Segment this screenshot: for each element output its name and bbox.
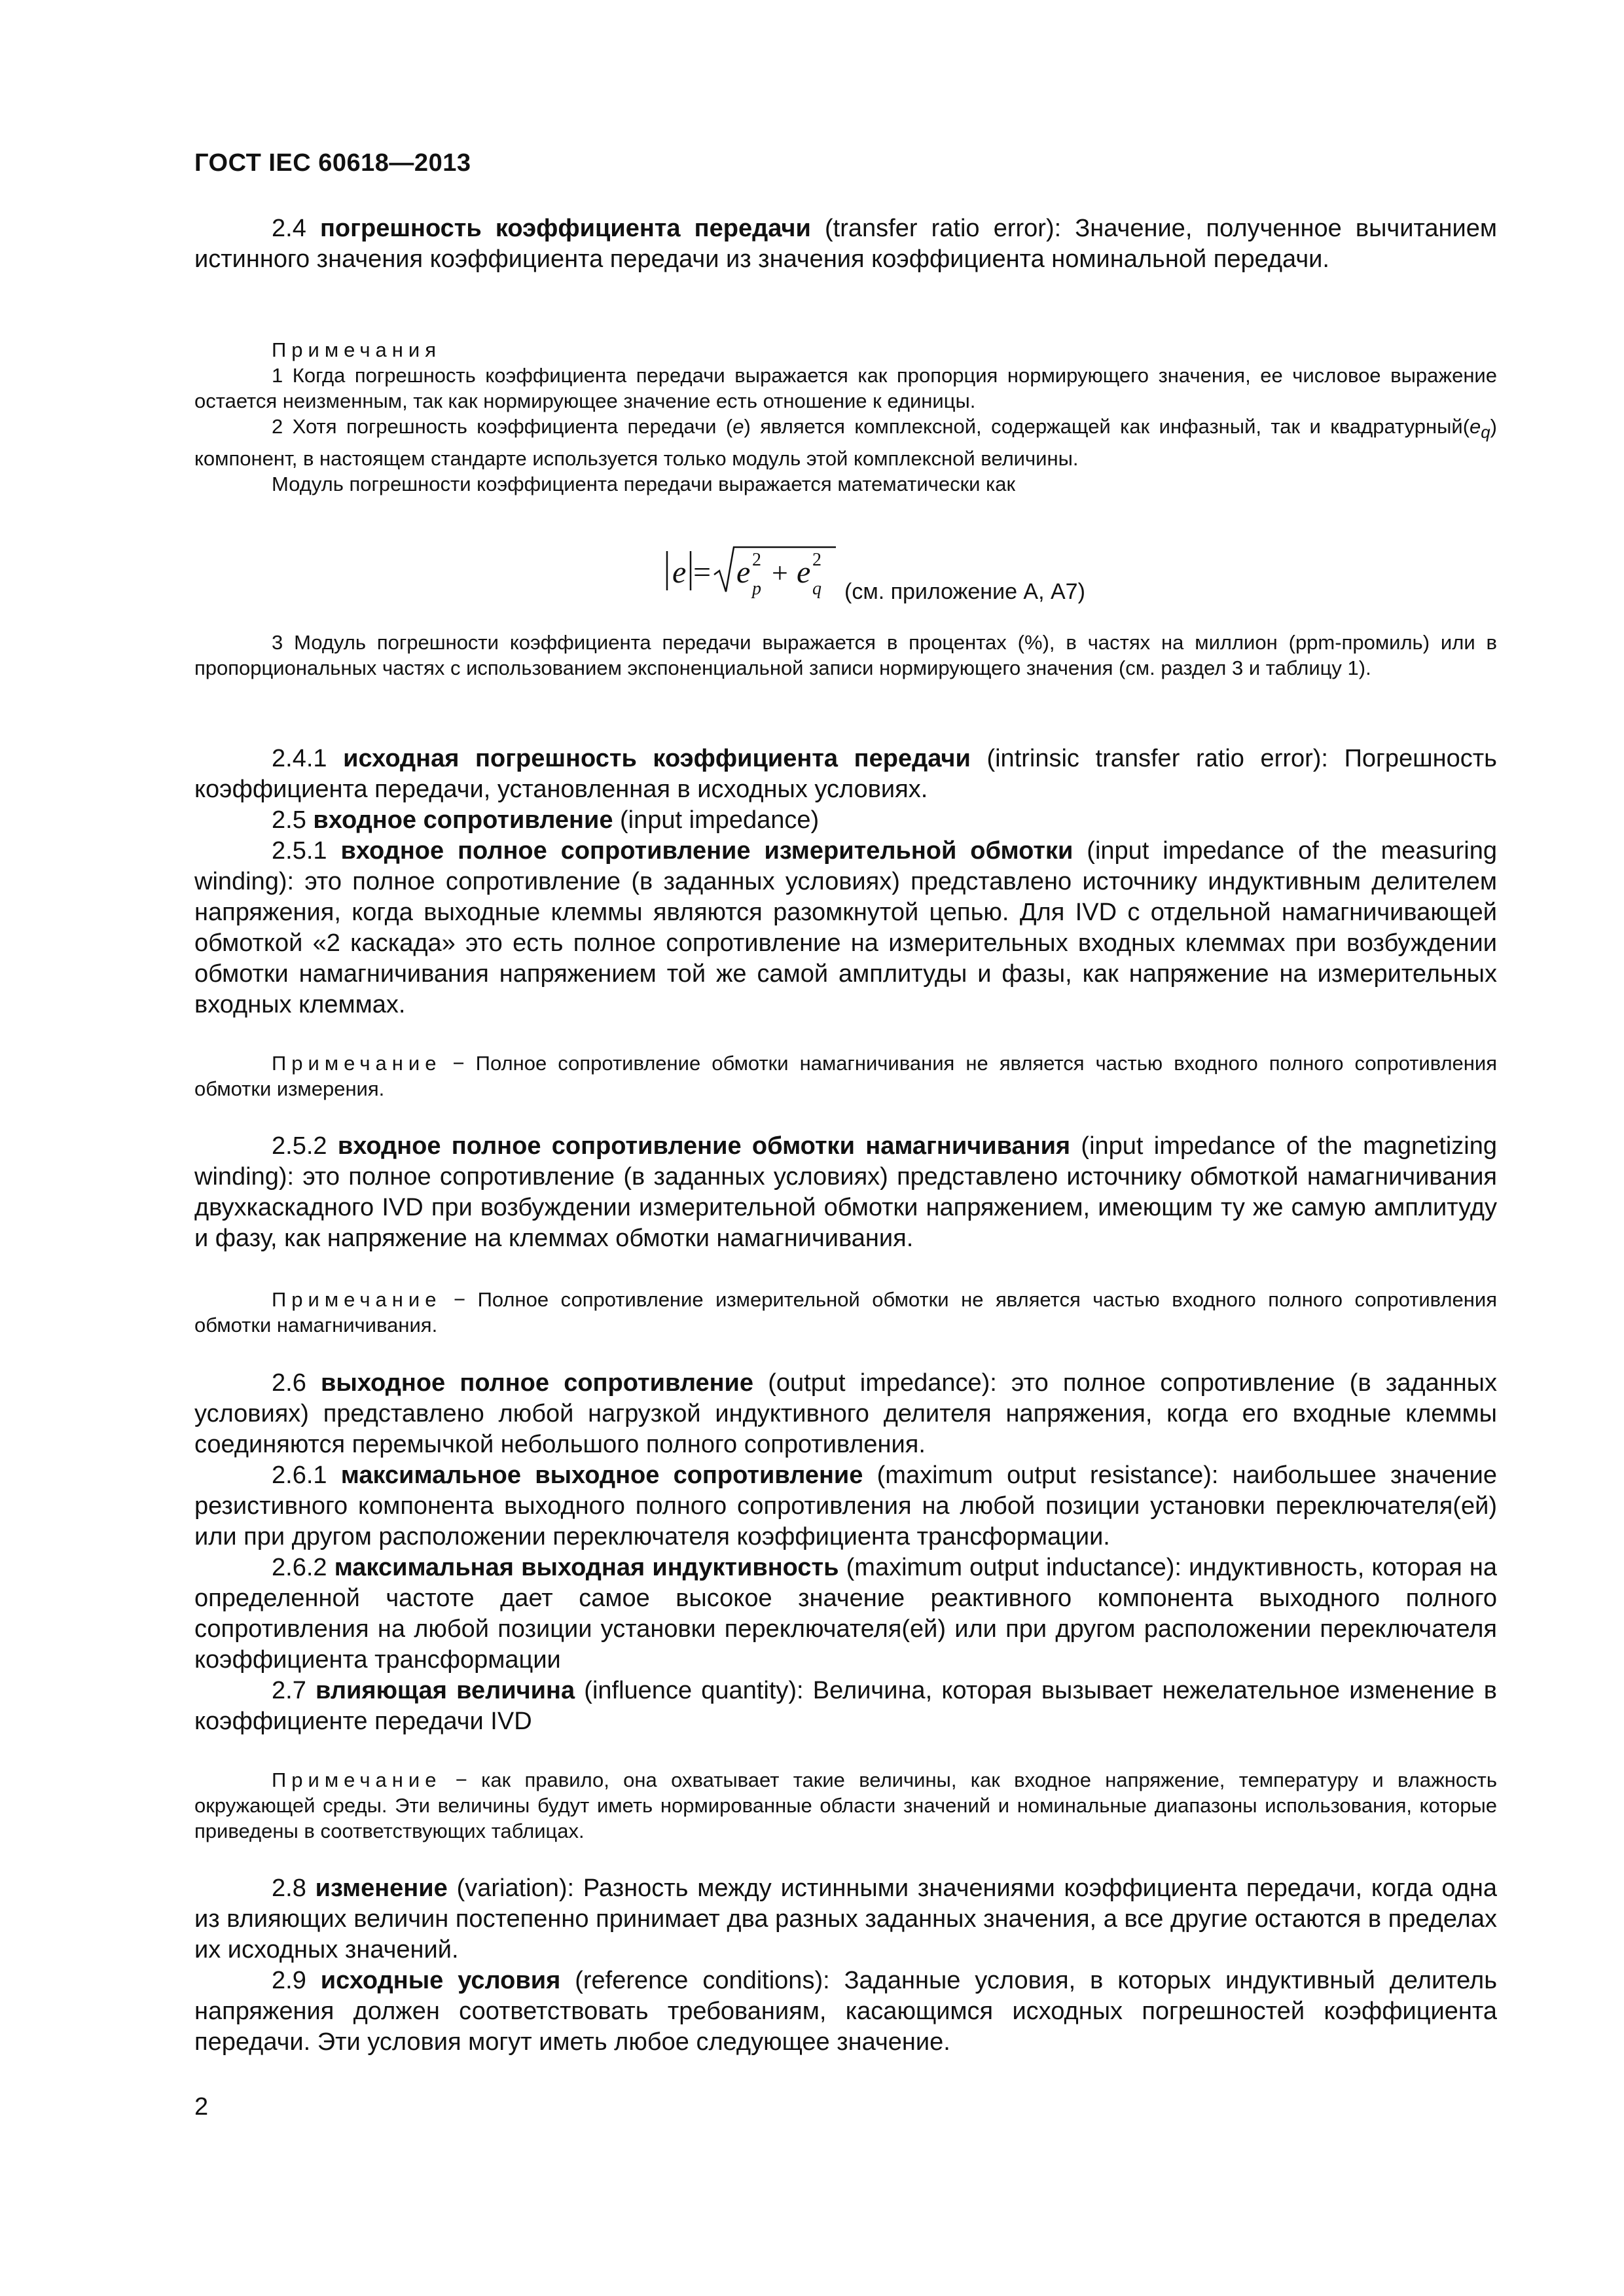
formula-eq-subscript: q bbox=[812, 579, 821, 599]
note-2-5-1 bbox=[194, 1050, 1497, 1102]
notes-heading: Примечания bbox=[272, 338, 441, 361]
clause-text: (reference conditions): Заданные условия, в которых индуктивный делитель напряжения должен соответствовать требованиям, касающимся исходных погрешностей коэффициента передачи. Эти условия могут иметь любое следующее значение. bbox=[194, 1967, 1497, 2056]
clause-2-5-2 bbox=[194, 1131, 1497, 1254]
clause-number: 2.8 bbox=[272, 1874, 316, 1902]
clause-number: 2.5 bbox=[272, 806, 314, 834]
clause-text: (input impedance) bbox=[613, 806, 820, 834]
clause-term: максимальная выходная индуктивность bbox=[334, 1554, 839, 1581]
note-2-modulus: Модуль погрешности коэффициента передачи выражается математически как bbox=[272, 473, 1016, 496]
note-text: − как правило, она охватывает такие величины, как входное напряжение, температуру и влажность окружающей среды. Эти величины будут иметь нормированные области значений и номинальные диапазоны использования, которые приведены в соответствующих таблицах. bbox=[194, 1768, 1497, 1842]
note-2-5-1-block bbox=[194, 1050, 1497, 1102]
clause-text: (transfer ratio error): Значение, полученное вычитанием истинного значения коэффициента передачи из значения коэффициента номинальной передачи. bbox=[194, 215, 1497, 273]
clause-text: (output impedance): это полное сопротивление (в заданных условиях) представлено любой нагрузкой индуктивного делителя напряжения, когда его входные клеммы соединяются перемычкой небольшого полного сопротивления. bbox=[194, 1369, 1497, 1458]
clauses-2-4-1-to-2-5-1 bbox=[194, 744, 1497, 1020]
clause-term: входное сопротивление bbox=[313, 806, 613, 834]
clause-term: исходные условия bbox=[320, 1967, 561, 1994]
note-label: Примечание bbox=[272, 1288, 442, 1311]
clause-number: 2.5.1 bbox=[272, 837, 341, 865]
note-2-text-c: ) компонент, в настоящем стандарте используется только модуль этой комплексной величины. bbox=[194, 415, 1497, 471]
clause-2-4 bbox=[194, 213, 1497, 275]
page-number: 2 bbox=[194, 2093, 209, 2121]
clauses-2-8-to-2-9 bbox=[194, 1873, 1497, 2058]
formula-plus: + bbox=[772, 557, 788, 589]
clause-text: (input impedance of the measuring winding): это полное сопротивление (в заданных условиях) представлено источнику индуктивным делителем напряжения, когда выходные клеммы являются разомкнутой цепью. Для IVD с отдельной намагничивающей обмоткой «2 каскада» это есть полное сопротивление на измерительных входных клеммах при возбуждении обмотки намагничивания напряжением той же самой амплитуды и фазы, как напряжение на измерительных входных клеммах. bbox=[194, 837, 1497, 1018]
note-label: Примечание bbox=[272, 1768, 442, 1791]
note-1: 1 Когда погрешность коэффициента передачи выражается как пропорция нормирующего значения, ее числовое выражение остается неизменным, так как нормирующее значение есть отношение к единицы. bbox=[194, 364, 1497, 412]
clause-2-7 bbox=[194, 1676, 1497, 1737]
clause-term: исходная погрешность коэффициента передачи bbox=[343, 745, 971, 772]
clause-term: максимальное выходное сопротивление bbox=[340, 1462, 863, 1489]
note-2-text-b: ) является комплексной, содержащей как инфазный, так и квадратурный( bbox=[744, 415, 1470, 438]
clause-2-8 bbox=[194, 1873, 1497, 1965]
clause-number: 2.6 bbox=[272, 1369, 321, 1397]
clause-2-6-2 bbox=[194, 1552, 1497, 1676]
clauses-2-6-to-2-7 bbox=[194, 1368, 1497, 1737]
clause-2-6 bbox=[194, 1368, 1497, 1460]
clause-term: влияющая величина bbox=[316, 1677, 575, 1704]
clause-2-6-1 bbox=[194, 1460, 1497, 1552]
note-2-7-block bbox=[194, 1767, 1497, 1844]
document-header: ГОСТ IEC 60618—2013 bbox=[194, 149, 471, 177]
note-2-7 bbox=[194, 1767, 1497, 1844]
note-3-block bbox=[194, 630, 1497, 681]
clause-term: погрешность коэффициента передачи bbox=[319, 215, 811, 242]
clause-number: 2.7 bbox=[272, 1677, 316, 1704]
clause-2-4-1 bbox=[194, 744, 1497, 805]
clause-text: (maximum output inductance): индуктивность, которая на определенной частоте дает самое высокое значение реактивного компонента выходного полного сопротивления на любой позиции установки переключателя(ей) или при другом расположении переключателя коэффициента трансформации bbox=[194, 1554, 1497, 1674]
note-2-symbol-e: e bbox=[732, 415, 744, 438]
note-2-symbol-eq: e bbox=[1470, 415, 1481, 438]
note-text: − Полное сопротивление обмотки намагничивания не является частью входного полного сопротивления обмотки измерения. bbox=[194, 1052, 1497, 1100]
clause-2-5-2-block bbox=[194, 1131, 1497, 1254]
clause-number: 2.5.2 bbox=[272, 1132, 338, 1160]
clause-number: 2.6.2 bbox=[272, 1554, 334, 1581]
clause-term: выходное полное сопротивление bbox=[321, 1369, 754, 1397]
clause-number: 2.9 bbox=[272, 1967, 321, 1994]
clause-text: (variation): Разность между истинными значениями коэффициента передачи, когда одна из влияющих величин постепенно принимает два разных заданных значения, а все другие остаются в пределах их исходных значений. bbox=[194, 1874, 1498, 1964]
formula-eq: e bbox=[797, 555, 811, 590]
clause-term: входное полное сопротивление измерительной обмотки bbox=[340, 837, 1074, 865]
formula-lhs: e bbox=[672, 555, 687, 590]
note-label: Примечание bbox=[272, 1052, 442, 1075]
formula-eq-square: 2 bbox=[812, 550, 821, 570]
note-2-subscript-q: q bbox=[1481, 423, 1490, 442]
clause-text: (intrinsic transfer ratio error): Погрешность коэффициента передачи, установленная в исходных условиях. bbox=[194, 745, 1497, 803]
clause-2-5 bbox=[194, 805, 1497, 836]
clause-2-5-1 bbox=[194, 836, 1497, 1020]
clause-2-9 bbox=[194, 1965, 1497, 2058]
note-text: − Полное сопротивление измерительной обмотки не является частью входного полного сопротивления обмотки намагничивания. bbox=[194, 1288, 1497, 1336]
clause-text: (maximum output resistance): наибольшее значение резистивного компонента выходного полного сопротивления на любой позиции установки переключателя(ей) или при другом расположении переключателя коэффициента трансформации. bbox=[194, 1462, 1497, 1551]
clause-number: 2.6.1 bbox=[272, 1462, 341, 1489]
clause-number: 2.4 bbox=[272, 215, 320, 242]
note-3: 3 Модуль погрешности коэффициента передачи выражается в процентах (%), в частях на миллион (ppm-промиль) или в пропорциональных частях с использованием экспоненциальной записи нормирующего значения (см. раздел 3 и таблицу 1). bbox=[194, 631, 1497, 679]
formula-ep-square: 2 bbox=[752, 550, 761, 570]
note-2-5-2 bbox=[194, 1287, 1497, 1338]
clause-term: входное полное сопротивление обмотки намагничивания bbox=[337, 1132, 1071, 1160]
clause-text: (input impedance of the magnetizing winding): это полное сопротивление (в заданных условиях) представлено источнику обмоткой намагничивания двухкаскадного IVD при возбуждении измерительной обмотки напряжением, имеющим ту же самую амплитуду и фазу, как напряжение на клеммах обмотки намагничивания. bbox=[194, 1132, 1497, 1252]
clause-2-4-paragraph bbox=[194, 213, 1497, 275]
formula-equals: = bbox=[693, 555, 712, 590]
note-2-text-a: 2 Хотя погрешность коэффициента передачи ( bbox=[272, 415, 733, 438]
notes-2-4 bbox=[194, 337, 1497, 497]
clause-term: изменение bbox=[315, 1874, 448, 1902]
formula-ep: e bbox=[736, 555, 751, 590]
clause-number: 2.4.1 bbox=[272, 745, 344, 772]
note-2-5-2-block bbox=[194, 1287, 1497, 1338]
formula-reference: (см. приложение А, А7) bbox=[844, 579, 1085, 604]
formula-ep-subscript: p bbox=[752, 579, 761, 599]
note-2 bbox=[194, 414, 1497, 471]
clause-text: (influence quantity): Величина, которая вызывает нежелательное изменение в коэффициенте передачи IVD bbox=[194, 1677, 1497, 1735]
